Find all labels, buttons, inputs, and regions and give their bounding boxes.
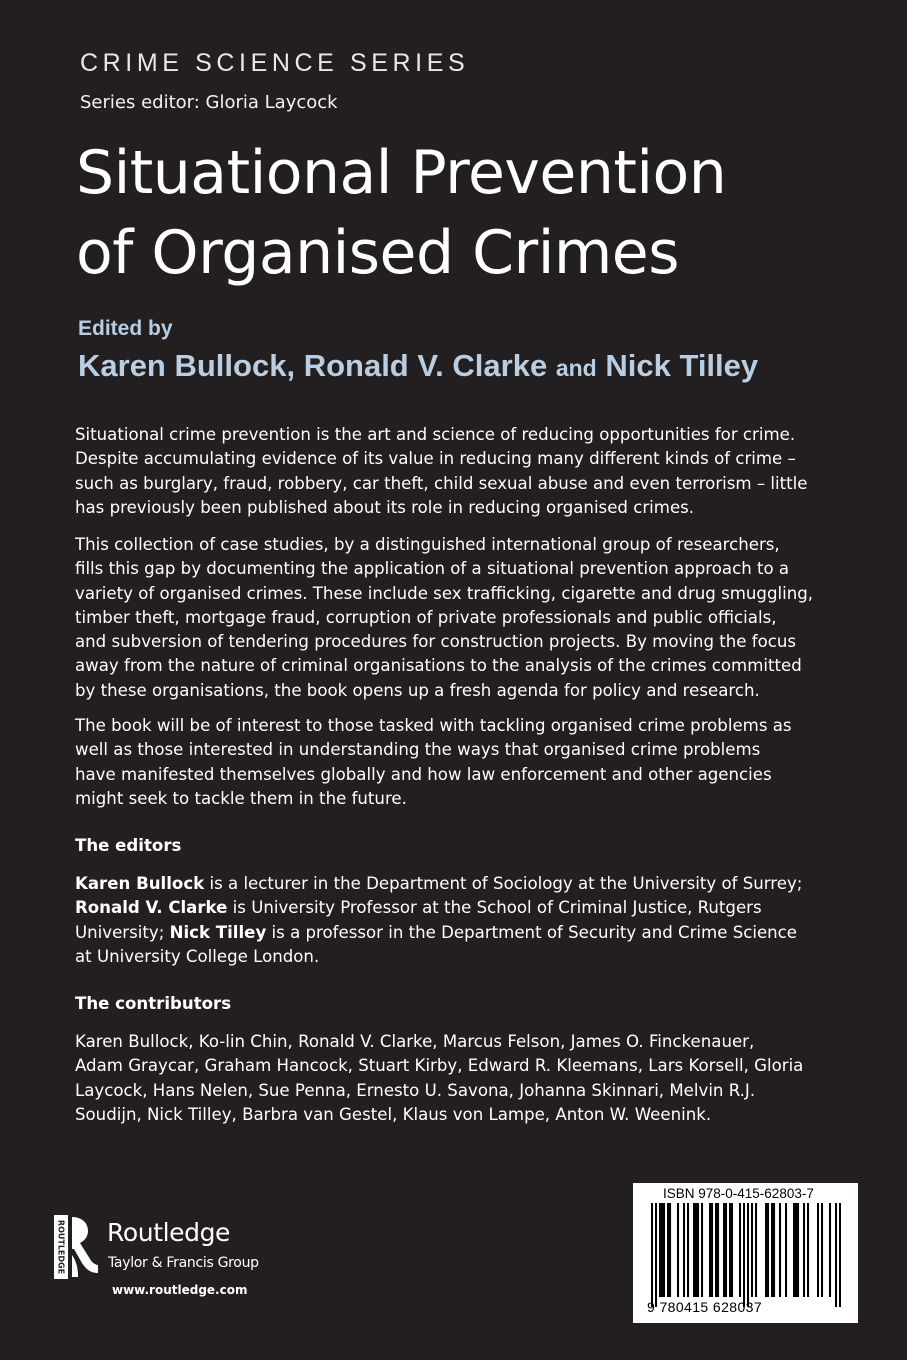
barcode-bar xyxy=(651,1203,653,1307)
barcode-bar xyxy=(785,1203,787,1297)
editor-bio-text: is University Professor at the School of Criminal Justice, Rutgers xyxy=(227,898,762,918)
barcode-bar xyxy=(773,1203,775,1297)
editor-bio-text: University; xyxy=(75,922,170,942)
text-line: Laycock, Hans Nelen, Sue Penna, Ernesto U. Savona, Johanna Skinnari, Melvin R.J. xyxy=(75,1080,756,1100)
barcode-bar xyxy=(661,1203,663,1297)
text-line: fills this gap by documenting the application of a situational prevention approach to a xyxy=(75,559,790,579)
barcode-bar xyxy=(711,1203,713,1297)
barcode-bars xyxy=(651,1203,841,1307)
barcode-bar xyxy=(677,1203,679,1297)
series-editor: Series editor: Gloria Laycock xyxy=(80,92,338,113)
text-line: by these organisations, the book opens up a fresh agenda for policy and research. xyxy=(75,680,760,700)
barcode-bar xyxy=(731,1203,733,1297)
editor-bio-text: is a professor in the Department of Security and Crime Science xyxy=(266,922,798,942)
barcode-bar xyxy=(839,1203,841,1307)
text-line: Soudijn, Nick Tilley, Barbra van Gestel, Klaus von Lampe, Anton W. Weenink. xyxy=(75,1104,712,1124)
editor-bio-name: Ronald V. Clarke xyxy=(75,898,228,918)
text-line: Karen Bullock, Ko-lin Chin, Ronald V. Clarke, Marcus Felson, James O. Finckenauer, xyxy=(75,1032,755,1051)
text-line: have manifested themselves globally and how law enforcement and other agencies xyxy=(75,764,772,784)
barcode-bar xyxy=(695,1203,697,1297)
text-line: This collection of case studies, by a distinguished international group of researchers, xyxy=(75,535,780,554)
barcode-bar xyxy=(723,1203,725,1297)
barcode-bar xyxy=(829,1203,831,1297)
contributors-list xyxy=(75,1030,875,1127)
editor-name-2: Ronald V. Clarke xyxy=(303,348,548,383)
barcode-bar xyxy=(697,1203,699,1297)
text-line: The book will be of interest to those tasked with tackling organised crime problems as xyxy=(75,716,792,735)
publisher-url: www.routledge.com xyxy=(112,1283,248,1297)
barcode-bar xyxy=(747,1203,749,1307)
barcode-bar xyxy=(669,1203,671,1297)
barcode-bar xyxy=(795,1203,797,1297)
text-line: might seek to tackle them in the future. xyxy=(75,788,407,808)
book-editors xyxy=(78,348,758,384)
text-line: at University College London. xyxy=(75,946,320,966)
isbn-barcode xyxy=(633,1183,858,1323)
barcode-bar xyxy=(667,1203,669,1297)
barcode-bar xyxy=(803,1203,805,1297)
barcode-bar xyxy=(751,1203,753,1297)
description-paragraph-1 xyxy=(75,423,875,520)
editors-conjunction: and xyxy=(555,355,597,381)
isbn-label: ISBN 978-0-415-62803-7 xyxy=(663,1186,814,1201)
title-line-1: Situational Prevention xyxy=(76,138,727,208)
text-line: and subversion of tendering procedures for construction projects. By moving the focus xyxy=(75,632,797,652)
publisher-group: Taylor & Francis Group xyxy=(108,1255,259,1271)
barcode-bar xyxy=(767,1203,769,1297)
barcode-bar xyxy=(835,1203,837,1307)
editors-bio xyxy=(75,872,875,969)
title-line-2: of Organised Crimes xyxy=(76,218,679,288)
barcode-bar xyxy=(771,1203,773,1297)
barcode-bar xyxy=(779,1203,781,1297)
barcode-bar xyxy=(725,1203,727,1297)
text-line xyxy=(75,921,875,945)
barcode-bar xyxy=(743,1203,745,1307)
text-line: such as burglary, fraud, robbery, car theft, child sexual abuse and even terrorism – little xyxy=(75,473,808,493)
text-line: Despite accumulating evidence of its value in reducing many different kinds of crime – xyxy=(75,449,796,469)
text-line: away from the nature of criminal organisations to the analysis of the crimes committed xyxy=(75,656,802,676)
editor-bio-text: is a lecturer in the Department of Sociology at the University of Surrey; xyxy=(204,874,803,893)
text-line: Situational crime prevention is the art and science of reducing opportunities for crime. xyxy=(75,425,796,444)
editor-name-1: Karen Bullock, xyxy=(78,348,296,383)
barcode-bar xyxy=(659,1203,661,1297)
description-paragraph-2 xyxy=(75,533,875,703)
barcode-bar xyxy=(683,1203,685,1297)
text-line: has previously been published about its role in reducing organised crimes. xyxy=(75,497,695,517)
barcode-bar xyxy=(709,1203,711,1297)
edited-by-label: Edited by xyxy=(78,317,173,340)
publisher-name: Routledge xyxy=(107,1218,231,1247)
book-title xyxy=(76,133,906,293)
barcode-bar xyxy=(817,1203,819,1297)
barcode-bar xyxy=(701,1203,703,1297)
editors-heading: The editors xyxy=(75,836,182,855)
text-line xyxy=(75,872,875,896)
barcode-bar xyxy=(797,1203,799,1297)
barcode-bar xyxy=(821,1203,823,1297)
barcode-bar xyxy=(717,1203,719,1297)
text-line: well as those interested in understanding the ways that organised crime problems xyxy=(75,740,761,760)
text-line: variety of organised crimes. These include sex trafficking, cigarette and drug smuggling, xyxy=(75,583,814,603)
logo-vertical-text: ROUTLEDGE xyxy=(56,1219,66,1275)
text-line: Adam Graycar, Graham Hancock, Stuart Kirby, Edward R. Kleemans, Lars Korsell, Gloria xyxy=(75,1056,804,1076)
routledge-logo-icon xyxy=(52,1215,100,1279)
editor-bio-name: Nick Tilley xyxy=(169,922,267,942)
barcode-bar xyxy=(715,1203,717,1297)
editor-bio-name: Karen Bullock xyxy=(75,874,205,893)
barcode-bar xyxy=(655,1203,657,1307)
barcode-bar xyxy=(693,1203,695,1297)
barcode-bar xyxy=(807,1203,809,1297)
text-line: timber theft, mortgage fraud, corruption of private professionals and public officials, xyxy=(75,607,777,627)
barcode-bar xyxy=(755,1203,757,1297)
series-name: CRIME SCIENCE SERIES xyxy=(80,49,470,77)
barcode-bar xyxy=(687,1203,689,1297)
barcode-bar xyxy=(729,1203,731,1297)
barcode-bar xyxy=(663,1203,665,1297)
text-line xyxy=(75,896,875,920)
barcode-bar xyxy=(793,1203,795,1297)
description-paragraph-3 xyxy=(75,714,875,811)
barcode-bar xyxy=(765,1203,767,1297)
contributors-heading: The contributors xyxy=(75,994,232,1013)
barcode-digits: 9 780415 628037 xyxy=(647,1299,762,1315)
barcode-bar xyxy=(739,1203,741,1297)
editor-name-3: Nick Tilley xyxy=(605,348,759,383)
